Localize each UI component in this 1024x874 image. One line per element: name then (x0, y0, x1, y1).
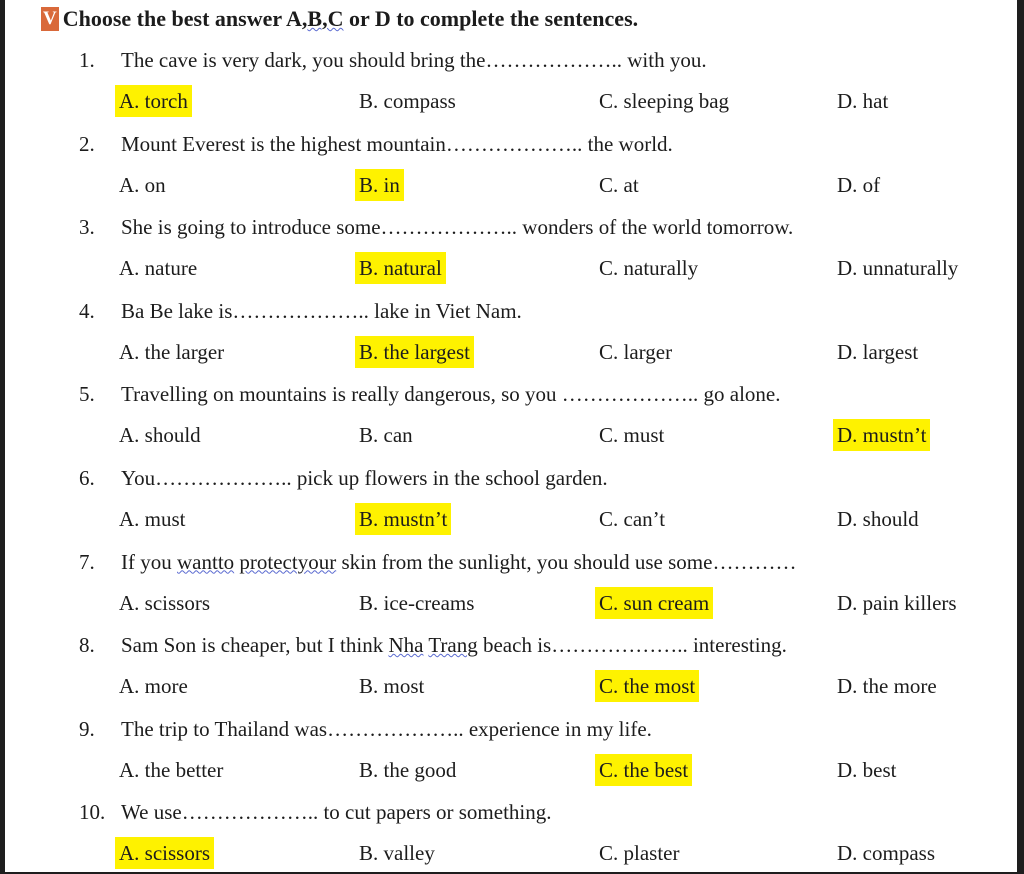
answer-options (5, 169, 1017, 201)
answer-option[interactable]: D. pain killers (837, 590, 957, 615)
question-number: 7. (79, 549, 95, 574)
answer-option[interactable]: B. compass (359, 89, 456, 113)
answer-options (5, 336, 1017, 368)
question-text: Mount Everest is the highest mountain……………….. the world. (121, 131, 673, 156)
question-number: 5. (79, 382, 95, 407)
question-text: The trip to Thailand was……………….. experience in my life. (121, 716, 652, 741)
question-9 (79, 713, 652, 745)
answer-option[interactable]: D. of (837, 172, 881, 197)
answer-options (5, 754, 1017, 786)
answer-options (5, 419, 1017, 451)
answer-option[interactable]: C. larger (599, 339, 673, 364)
question-10 (79, 796, 552, 828)
answer-option-highlighted[interactable]: A. torch (115, 85, 192, 117)
exercise-number-badge: V (43, 8, 57, 29)
answer-option[interactable]: B. most (359, 674, 425, 699)
question-text: She is going to introduce some……………….. wonders of the world tomorrow. (121, 215, 794, 240)
question-4 (79, 295, 522, 327)
question-text: The cave is very dark, you should bring the……………….. with you. (121, 48, 707, 72)
worksheet-page (5, 0, 1017, 872)
question-3 (79, 211, 793, 243)
instruction-text-squiggle: B,C (307, 6, 344, 31)
answer-option[interactable]: A. should (119, 423, 201, 448)
answer-options (5, 503, 1017, 535)
answer-option[interactable]: D. should (837, 507, 919, 531)
question-text: Sam Son is cheaper, but I think (121, 633, 389, 658)
question-number: 9. (79, 716, 95, 741)
answer-options (5, 85, 1017, 117)
answer-options (5, 587, 1017, 619)
question-number: 3. (79, 215, 95, 240)
answer-option[interactable]: A. nature (119, 256, 198, 281)
answer-option[interactable]: A. must (119, 507, 186, 531)
spellcheck-word: protectyour (239, 549, 337, 574)
answer-option[interactable]: C. plaster (599, 841, 680, 866)
answer-option[interactable]: A. the larger (119, 339, 225, 364)
question-text: We use……………….. to cut papers or something. (121, 800, 552, 825)
answer-option[interactable]: A. on (119, 172, 166, 197)
instruction-text-start: Choose the best answer A, (62, 6, 308, 31)
answer-option[interactable]: D. hat (837, 89, 889, 113)
answer-option[interactable]: C. sleeping bag (599, 89, 730, 113)
answer-option[interactable]: B. ice-creams (359, 590, 475, 615)
question-6 (79, 462, 608, 494)
answer-option[interactable]: C. at (599, 172, 639, 197)
answer-option[interactable]: A. scissors (119, 590, 211, 615)
question-text: Ba Be lake is……………….. lake in Viet Nam. (121, 298, 522, 323)
exercise-header (41, 4, 638, 34)
answer-option[interactable]: C. must (599, 423, 665, 448)
question-text: skin from the sunlight, you should use some………… (336, 549, 797, 574)
question-number: 4. (79, 298, 95, 323)
answer-option-highlighted[interactable]: B. natural (355, 252, 446, 284)
answer-option[interactable]: A. more (119, 674, 188, 699)
answer-options (5, 670, 1017, 702)
question-8 (79, 629, 787, 661)
answer-option[interactable]: D. unnaturally (837, 256, 959, 281)
answer-options (5, 837, 1017, 869)
answer-options (5, 252, 1017, 284)
answer-option-highlighted[interactable]: D. mustn’t (833, 419, 930, 451)
question-text: Travelling on mountains is really dangerous, so you ……………….. go alone. (121, 382, 781, 407)
question-1 (79, 44, 707, 76)
answer-option-highlighted[interactable]: B. the largest (355, 336, 474, 368)
answer-option[interactable]: C. can’t (599, 507, 666, 531)
spellcheck-word: Nha (388, 633, 424, 658)
answer-option[interactable]: D. the more (837, 674, 937, 699)
answer-option-highlighted[interactable]: B. mustn’t (355, 503, 451, 535)
question-text: beach is……………….. interesting. (477, 633, 787, 658)
answer-option[interactable]: D. largest (837, 339, 919, 364)
answer-option[interactable]: B. the good (359, 757, 457, 782)
answer-option-highlighted[interactable]: C. sun cream (595, 587, 713, 619)
question-5 (79, 378, 781, 410)
instruction-text-end: or D to complete the sentences. (343, 6, 639, 31)
answer-option[interactable]: D. compass (837, 841, 935, 866)
question-number: 6. (79, 466, 95, 490)
answer-option-highlighted[interactable]: C. the most (595, 670, 699, 702)
question-number: 2. (79, 131, 95, 156)
question-text: If you (121, 549, 177, 574)
answer-option-highlighted[interactable]: B. in (355, 169, 404, 201)
spellcheck-word: wantto (177, 549, 235, 574)
spellcheck-word: Trang (428, 633, 478, 658)
answer-option-highlighted[interactable]: C. the best (595, 754, 692, 786)
answer-option-highlighted[interactable]: A. scissors (115, 837, 214, 869)
answer-option[interactable]: C. naturally (599, 256, 699, 281)
question-text: You……………….. pick up flowers in the school garden. (121, 466, 608, 490)
answer-option[interactable]: B. can (359, 423, 413, 448)
question-number: 8. (79, 633, 95, 658)
answer-option[interactable]: D. best (837, 757, 897, 782)
answer-option[interactable]: B. valley (359, 841, 435, 866)
question-2 (79, 128, 673, 160)
question-7 (79, 546, 796, 578)
question-number: 1. (79, 48, 95, 72)
question-number: 10. (79, 800, 106, 825)
answer-option[interactable]: A. the better (119, 757, 224, 782)
